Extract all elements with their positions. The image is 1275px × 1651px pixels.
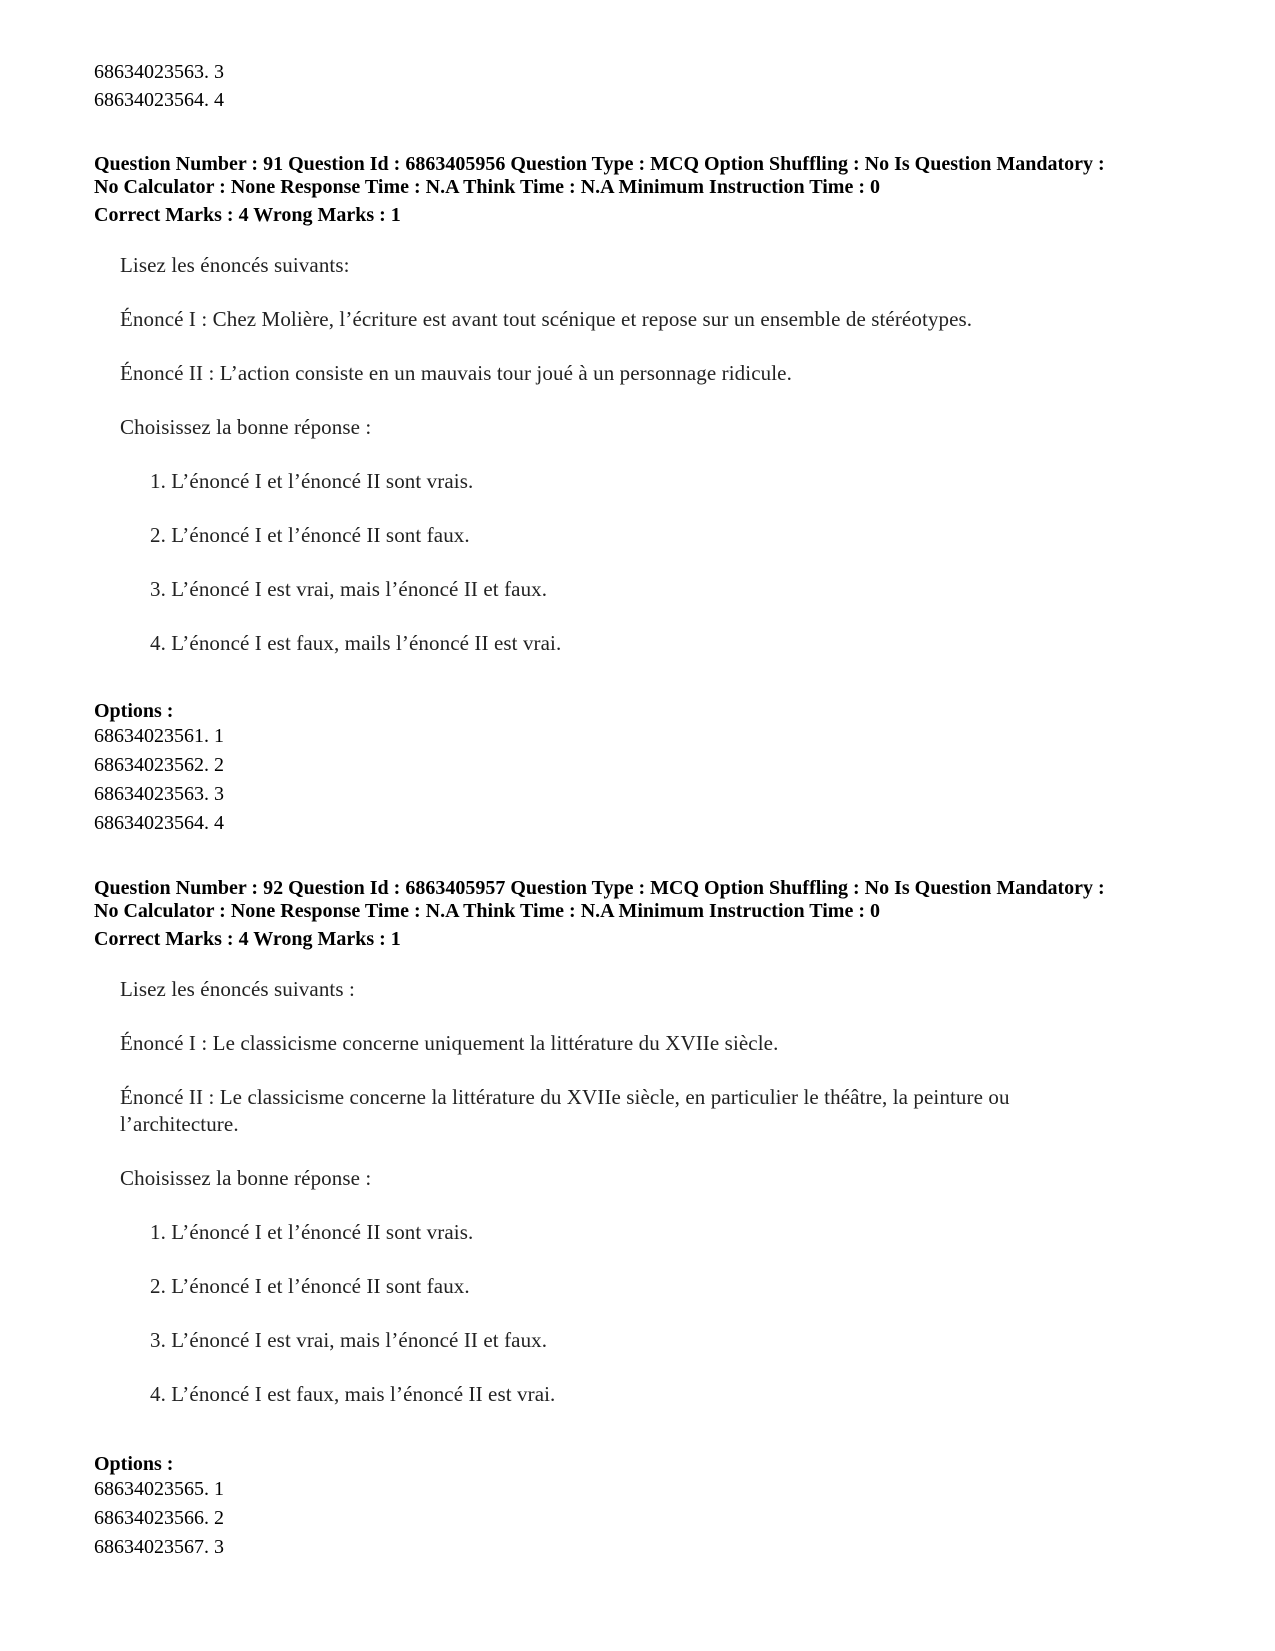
choice-3: 3. L’énoncé I est vrai, mais l’énoncé II et faux.: [150, 577, 548, 601]
question-header-line-2: No Calculator : None Response Time : N.A Think Time : N.A Minimum Instruction Time : 0: [94, 900, 880, 922]
choice-1: 1. L’énoncé I et l’énoncé II sont vrais.: [150, 1220, 474, 1244]
choice-3: 3. L’énoncé I est vrai, mais l’énoncé II et faux.: [150, 1328, 548, 1352]
option-item: 68634023566. 2: [94, 1507, 224, 1529]
top-option-3: 68634023563. 3: [94, 61, 224, 83]
top-option-4: 68634023564. 4: [94, 89, 224, 111]
option-item: 68634023561. 1: [94, 725, 224, 747]
choice-4: 4. L’énoncé I est faux, mails l’énoncé II est vrai.: [150, 631, 562, 655]
question-intro: Lisez les énoncés suivants :: [120, 977, 355, 1001]
choice-4: 4. L’énoncé I est faux, mais l’énoncé II est vrai.: [150, 1382, 556, 1406]
statement-2: Énoncé II : Le classicisme concerne la littérature du XVIIe siècle, en particulier le théâtre, la peinture ou: [120, 1085, 1010, 1109]
option-item: 68634023565. 1: [94, 1478, 224, 1500]
question-intro: Lisez les énoncés suivants:: [120, 253, 350, 277]
question-header-line-1: Question Number : 92 Question Id : 6863405957 Question Type : MCQ Option Shuffling : No Is Question Mandatory :: [94, 877, 1105, 899]
option-item: 68634023562. 2: [94, 754, 224, 776]
question-prompt: Choisissez la bonne réponse :: [120, 1166, 372, 1190]
choice-1: 1. L’énoncé I et l’énoncé II sont vrais.: [150, 469, 474, 493]
options-label: Options :: [94, 700, 174, 722]
statement-2-continued: l’architecture.: [120, 1112, 239, 1136]
question-marks: Correct Marks : 4 Wrong Marks : 1: [94, 204, 401, 226]
options-label: Options :: [94, 1453, 174, 1475]
question-prompt: Choisissez la bonne réponse :: [120, 415, 372, 439]
statement-1: Énoncé I : Le classicisme concerne uniquement la littérature du XVIIe siècle.: [120, 1031, 779, 1055]
question-header-line-1: Question Number : 91 Question Id : 6863405956 Question Type : MCQ Option Shuffling : No Is Question Mandatory :: [94, 153, 1105, 175]
option-item: 68634023564. 4: [94, 812, 224, 834]
question-header-line-2: No Calculator : None Response Time : N.A Think Time : N.A Minimum Instruction Time : 0: [94, 176, 880, 198]
statement-2: Énoncé II : L’action consiste en un mauvais tour joué à un personnage ridicule.: [120, 361, 792, 385]
question-marks: Correct Marks : 4 Wrong Marks : 1: [94, 928, 401, 950]
option-item: 68634023563. 3: [94, 783, 224, 805]
statement-1: Énoncé I : Chez Molière, l’écriture est avant tout scénique et repose sur un ensemble de stéréotypes.: [120, 307, 973, 331]
choice-2: 2. L’énoncé I et l’énoncé II sont faux.: [150, 523, 470, 547]
choice-2: 2. L’énoncé I et l’énoncé II sont faux.: [150, 1274, 470, 1298]
option-item: 68634023567. 3: [94, 1536, 224, 1558]
